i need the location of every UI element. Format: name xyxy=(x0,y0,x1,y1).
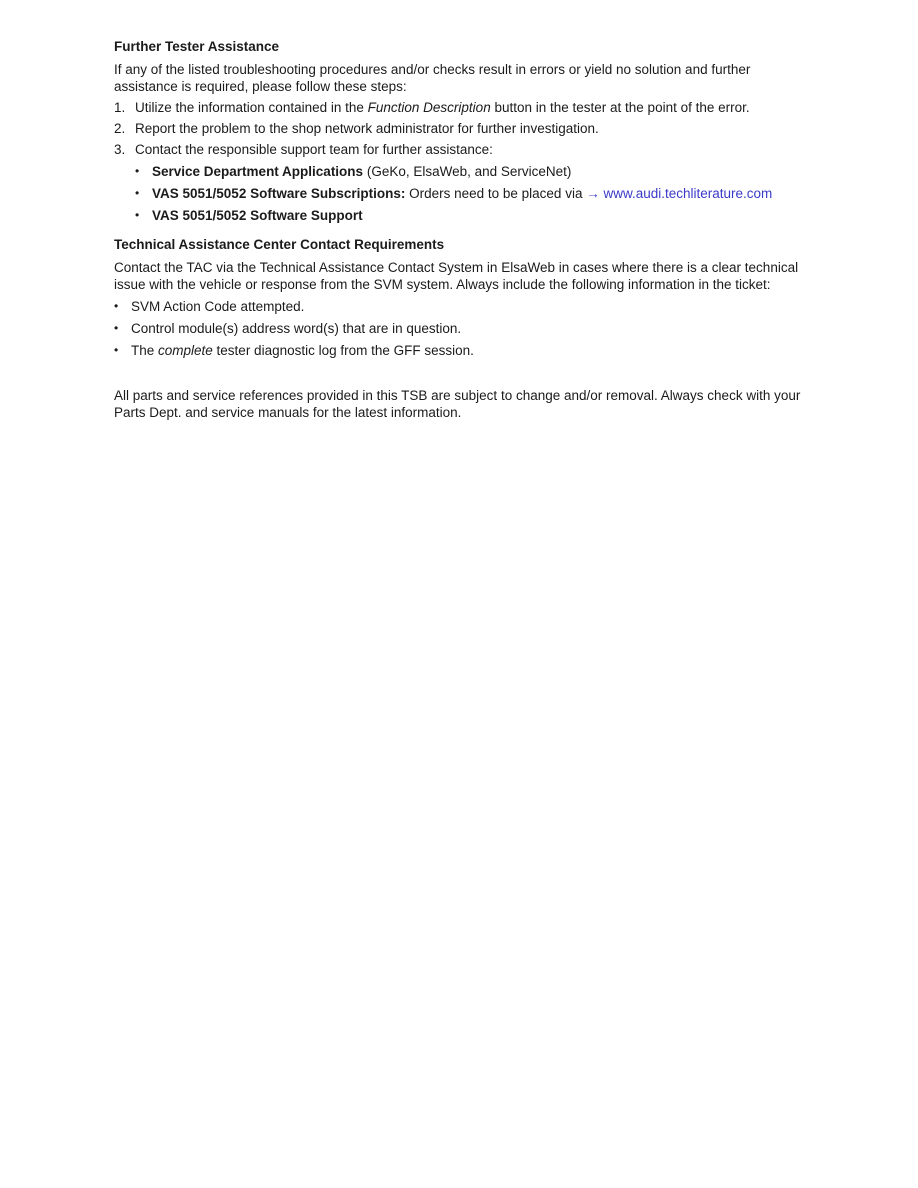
tac-contact-intro: Contact the TAC via the Technical Assistance Contact System in ElsaWeb in cases where there is a clear technical issue with the vehicle or response from the SVM system. Always include the following information in the ticket: xyxy=(114,260,799,292)
section-heading-tac-contact-requirements: Technical Assistance Center Contact Requirements xyxy=(114,237,445,252)
support-item-software-subscriptions xyxy=(135,185,804,202)
numbered-step-2 xyxy=(114,120,804,137)
ticket-info-list xyxy=(114,298,804,359)
support-item-text: Service Department Applications (GeKo, ElsaWeb, and ServiceNet) xyxy=(152,164,572,179)
bullet-icon: • xyxy=(135,208,140,222)
ticket-item-text: The complete tester diagnostic log from the GFF session. xyxy=(131,343,474,358)
bullet-icon: • xyxy=(135,164,140,178)
step-text: Report the problem to the shop network administrator for further investigation. xyxy=(135,121,599,136)
bullet-icon: • xyxy=(114,343,119,357)
bullet-icon: • xyxy=(114,299,119,313)
step-number: 3. xyxy=(114,142,126,157)
techliterature-link[interactable]: → www.audi.techliterature.com xyxy=(586,186,773,201)
further-assistance-intro: If any of the listed troubleshooting procedures and/or checks result in errors or yield no solution and further assistance is required, please follow these steps: xyxy=(114,62,751,94)
step-number: 1. xyxy=(114,100,126,115)
support-item-service-dept xyxy=(135,163,804,180)
bullet-icon: • xyxy=(114,321,119,335)
numbered-step-1 xyxy=(114,99,804,116)
step-text: Utilize the information contained in the Function Description button in the tester at the point of the error. xyxy=(135,100,750,115)
support-team-list xyxy=(114,163,804,224)
support-item-software-support xyxy=(135,207,804,224)
ticket-item-diagnostic-log xyxy=(114,342,804,359)
step-text: Contact the responsible support team for further assistance: xyxy=(135,142,493,157)
tsb-disclaimer: All parts and service references provided in this TSB are subject to change and/or removal. Always check with your Parts Dept. and service manuals for the latest information. xyxy=(114,388,801,420)
ticket-item-control-modules xyxy=(114,320,804,337)
numbered-steps-list xyxy=(114,99,804,158)
section-heading-further-tester-assistance: Further Tester Assistance xyxy=(114,39,280,54)
ticket-item-svm-action-code xyxy=(114,298,804,315)
ticket-item-text: SVM Action Code attempted. xyxy=(131,299,305,314)
support-item-text: VAS 5051/5052 Software Support xyxy=(152,208,363,223)
document-page xyxy=(114,38,804,421)
bullet-icon: • xyxy=(135,186,140,200)
ticket-item-text: Control module(s) address word(s) that are in question. xyxy=(131,321,462,336)
support-item-text: VAS 5051/5052 Software Subscriptions: Orders need to be placed via → www.audi.techliterature.com xyxy=(152,186,773,201)
numbered-step-3 xyxy=(114,141,804,158)
step-number: 2. xyxy=(114,121,126,136)
